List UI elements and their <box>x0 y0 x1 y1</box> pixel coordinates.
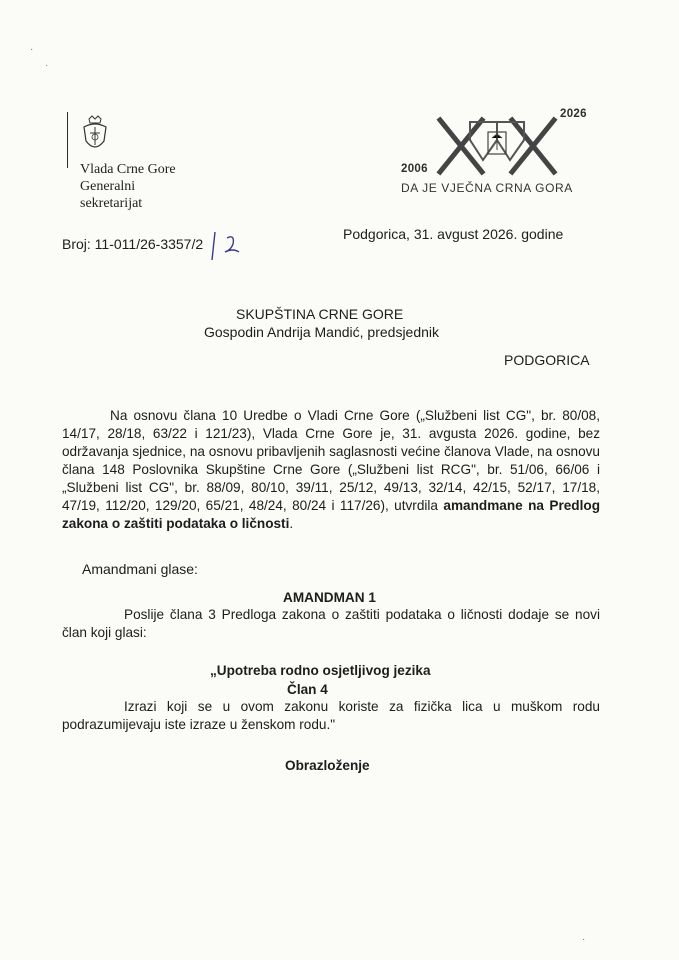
recipient-institution: SKUPŠTINA CRNE GORE <box>236 306 404 322</box>
intro-text: Na osnovu člana 10 Uredbe o Vladi Crne Gore („Službeni list CG", br. 80/08, 14/17, 28/18, 63/22 i 121/23), Vlada Crne Gore je, 31. avgusta 2026. godine, bez održavanja sjednice, na osnovu pribavljenih saglasnosti većine članova Vlade, na osnovu člana 148 Poslovnika Skupštine Crne Gore („Službeni list RCG", br. 51/06, 66/06 i „Službeni list CG", br. 88/09, 80/10, 39/11, 25/12, 49/13, 32/14, 42/15, 52/17, 17/18, 47/19, 112/20, 129/20, 65/21, 48/24, 80/24 i 117/26), utvrdila <box>62 408 600 513</box>
logo-tagline: DA JE VJEČNA CRNA GORA <box>401 181 573 195</box>
explanation-title: Obrazloženje <box>285 758 370 773</box>
amendment-paragraph <box>62 606 600 642</box>
header-divider <box>67 112 68 168</box>
article-text: Izrazi koji se u ovom zakonu koriste za fizička lica u muškom rodu podrazumijevaju iste izraze u ženskom rodu." <box>62 699 600 732</box>
document-date: Podgorica, 31. avgust 2026. godine <box>343 226 564 242</box>
recipient-city: PODGORICA <box>504 352 590 368</box>
intro-paragraph <box>62 407 600 533</box>
article-paragraph <box>62 698 600 734</box>
scan-speck: · <box>45 60 49 71</box>
government-line: Generalni <box>80 179 136 194</box>
logo-year-start: 2006 <box>401 163 428 175</box>
amendment-title: AMANDMAN 1 <box>283 590 376 605</box>
handwritten-mark-icon <box>205 224 245 264</box>
government-line: Vlada Crne Gore <box>80 162 176 177</box>
amendments-label-text: Amandmani glase: <box>82 561 198 577</box>
recipient-person: Gospodin Andrija Mandić, predsjednik <box>204 324 440 340</box>
intro-bold-text: amandmane na Predlog zakona o zaštiti podataka o ličnosti <box>62 498 600 531</box>
recipient-block <box>204 305 440 341</box>
intro-end: . <box>289 516 294 531</box>
amendment-text: Poslije člana 3 Predloga zakona o zaštiti podataka o ličnosti dodaje se novi član koji glasi: <box>62 607 600 640</box>
logo-year-end: 2026 <box>560 108 587 120</box>
scan-speck: · <box>582 934 586 945</box>
reference-number: Broj: 11-011/26-3357/2 <box>62 236 204 252</box>
government-line: sekretarijat <box>80 196 143 211</box>
scan-speck: · <box>30 44 34 55</box>
article-title: „Upotreba rodno osjetljivog jezika <box>210 663 431 678</box>
government-name <box>80 161 176 212</box>
amendments-label <box>62 561 198 577</box>
article-number: Član 4 <box>287 682 328 697</box>
coat-of-arms-icon <box>80 115 110 155</box>
